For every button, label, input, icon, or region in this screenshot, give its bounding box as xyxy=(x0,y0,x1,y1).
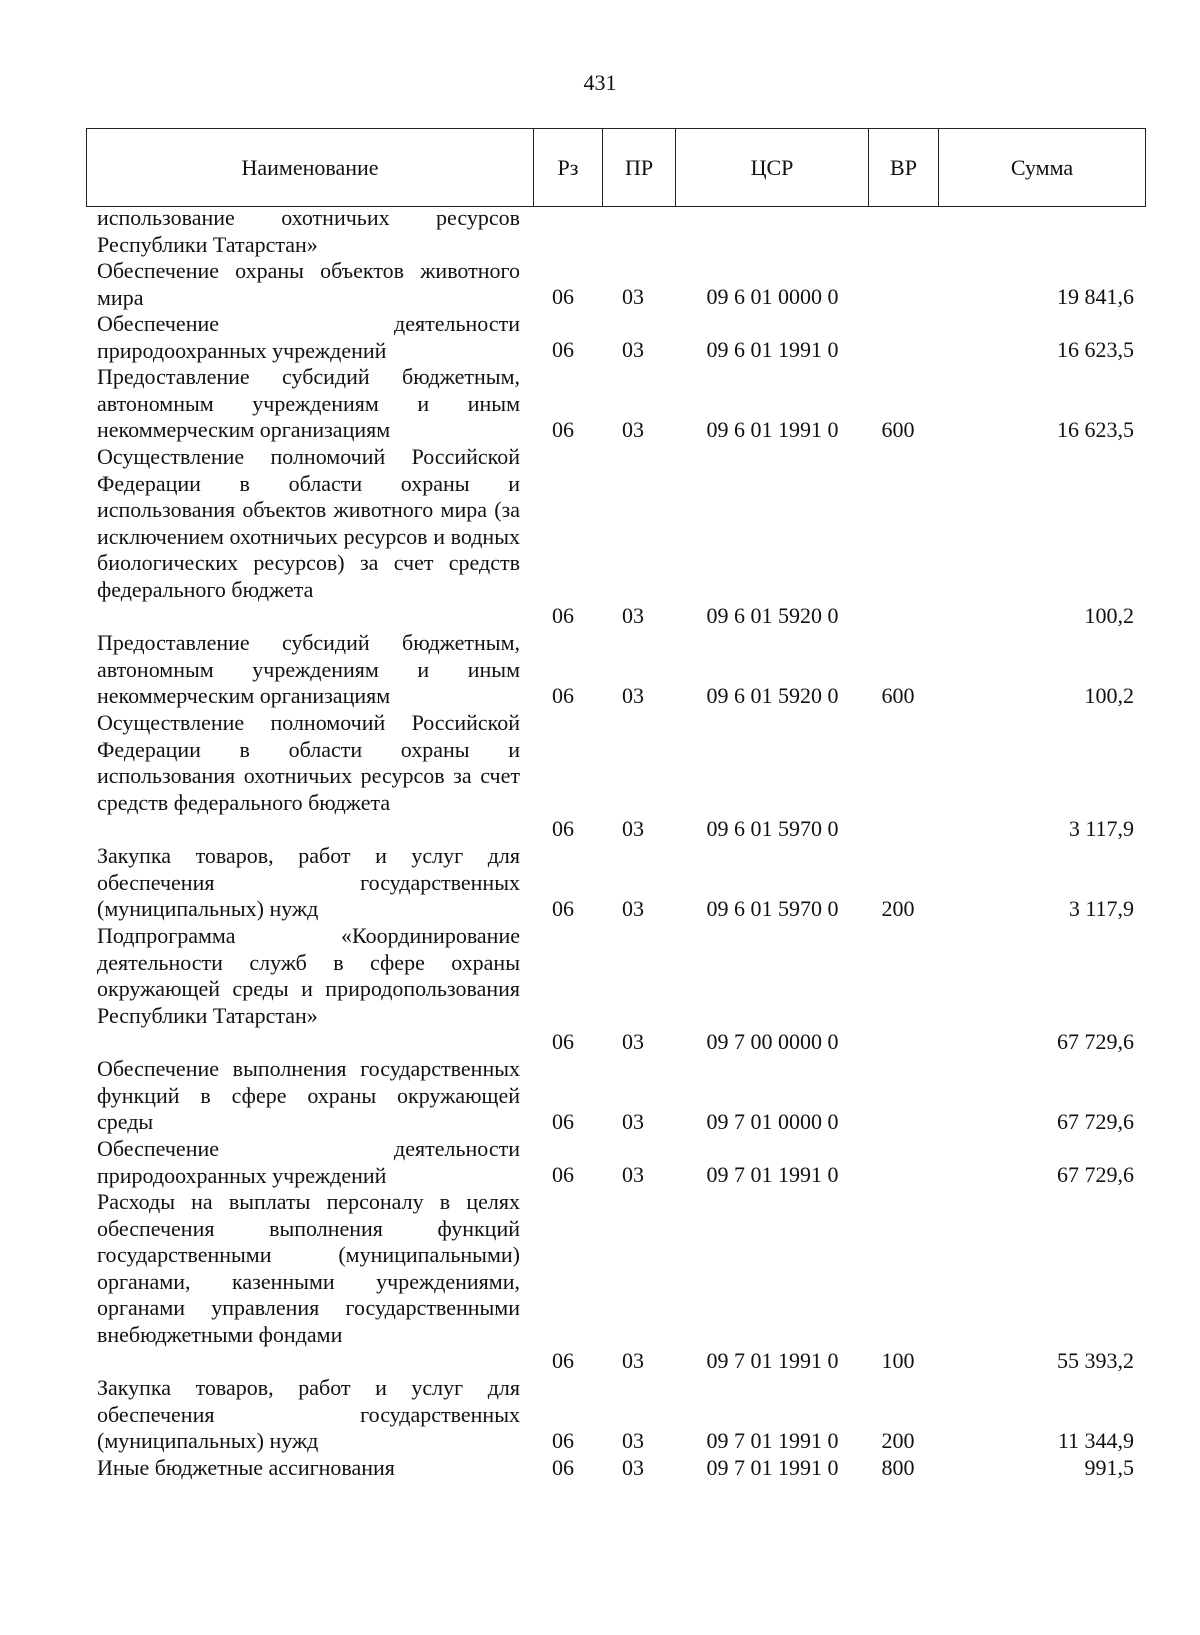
row-name: Закупка товаров, работ и услуг для обеспечения государственных (муниципальных) нужд xyxy=(97,1375,520,1454)
row-csr: 09 6 01 0000 0 xyxy=(706,284,839,310)
row-csr: 09 7 01 0000 0 xyxy=(706,1109,839,1135)
table-header xyxy=(86,128,1146,207)
header-rz: Рз xyxy=(534,129,603,206)
row-csr: 09 6 01 5970 0 xyxy=(706,816,839,842)
row-rz: 06 xyxy=(552,1162,574,1188)
row-pr: 03 xyxy=(622,816,644,842)
row-name: Предоставление субсидий бюджетным, автономным учреждениям и иным некоммерческим организациям xyxy=(97,630,520,709)
header-pr: ПР xyxy=(603,129,676,206)
table-row xyxy=(0,710,1200,843)
row-sum: 991,5 xyxy=(1084,1455,1134,1481)
row-sum: 3 117,9 xyxy=(1068,816,1134,842)
row-name: использование охотничьих ресурсов Республики Татарстан» xyxy=(97,205,520,257)
row-pr: 03 xyxy=(622,603,644,629)
row-pr: 03 xyxy=(622,1162,644,1188)
table-row xyxy=(0,1455,1200,1482)
row-csr: 09 6 01 5970 0 xyxy=(706,896,839,922)
row-pr: 03 xyxy=(622,896,644,922)
row-csr: 09 7 01 1991 0 xyxy=(706,1348,839,1374)
table-row xyxy=(0,1056,1200,1136)
header-name: Наименование xyxy=(87,129,534,206)
row-sum: 67 729,6 xyxy=(1057,1162,1134,1188)
row-rz: 06 xyxy=(552,896,574,922)
table-row xyxy=(0,205,1200,258)
row-sum: 67 729,6 xyxy=(1057,1029,1134,1055)
row-name: Обеспечение охраны объектов животного мира xyxy=(97,258,520,310)
row-name: Подпрограмма «Координирование деятельности служб в сфере охраны окружающей среды и природопользования Республики Татарстан» xyxy=(97,923,520,1028)
table-row xyxy=(0,630,1200,710)
row-rz: 06 xyxy=(552,1109,574,1135)
row-sum: 19 841,6 xyxy=(1057,284,1134,310)
row-name: Обеспечение выполнения государственных функций в сфере охраны окружающей среды xyxy=(97,1056,520,1135)
row-sum: 67 729,6 xyxy=(1057,1109,1134,1135)
row-pr: 03 xyxy=(622,417,644,443)
row-sum: 16 623,5 xyxy=(1057,337,1134,363)
row-pr: 03 xyxy=(622,1029,644,1055)
row-vr: 600 xyxy=(881,683,915,709)
table-row xyxy=(0,1375,1200,1455)
row-pr: 03 xyxy=(622,683,644,709)
row-pr: 03 xyxy=(622,284,644,310)
row-csr: 09 7 00 0000 0 xyxy=(706,1029,839,1055)
table-row xyxy=(0,923,1200,1056)
header-vr: ВР xyxy=(869,129,939,206)
row-sum: 100,2 xyxy=(1084,603,1134,629)
row-name: Иные бюджетные ассигнования xyxy=(97,1455,395,1480)
page-number: 431 xyxy=(583,70,617,95)
row-name: Обеспечение деятельности природоохранных учреждений xyxy=(97,311,520,363)
row-rz: 06 xyxy=(552,603,574,629)
row-pr: 03 xyxy=(622,1428,644,1454)
table-row xyxy=(0,258,1200,311)
row-rz: 06 xyxy=(552,816,574,842)
row-csr: 09 6 01 5920 0 xyxy=(706,603,839,629)
row-csr: 09 6 01 1991 0 xyxy=(706,337,839,363)
row-pr: 03 xyxy=(622,1109,644,1135)
row-name: Осуществление полномочий Российской Федерации в области охраны и использования объектов животного мира (за исключением охотничьих ресурсов и водных биологических ресурсов) за счет средств федерального бюджета xyxy=(97,444,520,602)
row-pr: 03 xyxy=(622,1348,644,1374)
row-rz: 06 xyxy=(552,683,574,709)
table-row xyxy=(0,1189,1200,1375)
row-vr: 800 xyxy=(881,1455,915,1481)
row-sum: 3 117,9 xyxy=(1068,896,1134,922)
header-csr: ЦСР xyxy=(676,129,869,206)
row-csr: 09 7 01 1991 0 xyxy=(706,1455,839,1481)
table-row xyxy=(0,444,1200,630)
table-row xyxy=(0,1136,1200,1189)
row-vr: 100 xyxy=(881,1348,915,1374)
row-vr: 200 xyxy=(881,896,915,922)
row-name: Расходы на выплаты персоналу в целях обеспечения выполнения функций государственными (муниципальными) органами, казенными учреждениями, органами управления государственными внебюджетными фондами xyxy=(97,1189,520,1347)
row-csr: 09 6 01 1991 0 xyxy=(706,417,839,443)
table-row xyxy=(0,364,1200,444)
row-name: Предоставление субсидий бюджетным, автономным учреждениям и иным некоммерческим организациям xyxy=(97,364,520,443)
row-csr: 09 7 01 1991 0 xyxy=(706,1428,839,1454)
row-rz: 06 xyxy=(552,284,574,310)
row-sum: 100,2 xyxy=(1084,683,1134,709)
row-pr: 03 xyxy=(622,337,644,363)
row-name: Закупка товаров, работ и услуг для обеспечения государственных (муниципальных) нужд xyxy=(97,843,520,922)
row-vr: 600 xyxy=(881,417,915,443)
row-pr: 03 xyxy=(622,1455,644,1481)
row-sum: 55 393,2 xyxy=(1057,1348,1134,1374)
table-row xyxy=(0,311,1200,364)
row-rz: 06 xyxy=(552,1428,574,1454)
row-rz: 06 xyxy=(552,1348,574,1374)
row-rz: 06 xyxy=(552,337,574,363)
row-csr: 09 6 01 5920 0 xyxy=(706,683,839,709)
header-sum: Сумма xyxy=(1010,154,1074,180)
row-name: Осуществление полномочий Российской Федерации в области охраны и использования охотничьих ресурсов за счет средств федерального бюджета xyxy=(97,710,520,815)
row-rz: 06 xyxy=(552,1455,574,1481)
row-rz: 06 xyxy=(552,417,574,443)
row-name: Обеспечение деятельности природоохранных учреждений xyxy=(97,1136,520,1188)
row-rz: 06 xyxy=(552,1029,574,1055)
table-row xyxy=(0,843,1200,923)
row-sum: 11 344,9 xyxy=(1057,1428,1134,1454)
row-sum: 16 623,5 xyxy=(1057,417,1134,443)
row-vr: 200 xyxy=(881,1428,915,1454)
row-csr: 09 7 01 1991 0 xyxy=(706,1162,839,1188)
